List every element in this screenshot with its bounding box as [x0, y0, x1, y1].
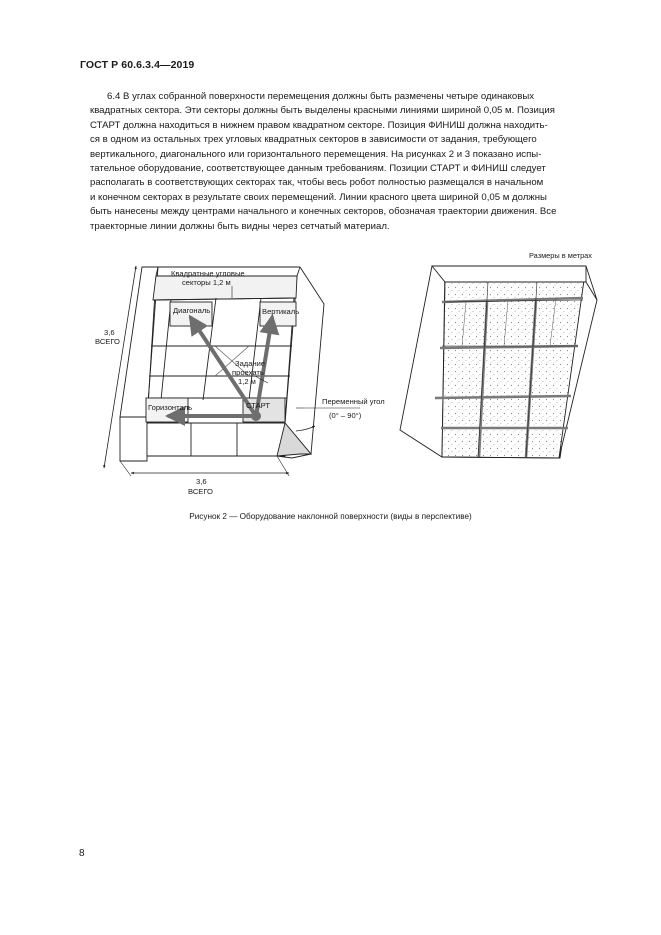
paragraph-line: траекторные линии должны быть видны через сетчатый материал.	[90, 220, 390, 232]
right-perspective-view	[400, 266, 597, 458]
left-dimension-total: ВСЕГО	[95, 337, 120, 346]
left-dimension-value: 3,6	[104, 328, 115, 337]
paragraph-line: и конечном секторах в результате своих перемещений. Линии красного цвета шириной 0,05 м должны	[90, 191, 547, 203]
left-side-panel-edge	[120, 417, 147, 461]
bottom-dimension-total: ВСЕГО	[188, 487, 213, 496]
section-6-4-paragraph	[90, 90, 584, 234]
start-label: СТАРТ	[246, 401, 271, 410]
angle-range-label: (0° – 90°)	[329, 411, 362, 420]
task-label-line2: проехать	[232, 368, 264, 377]
figure-caption: Рисунок 2 — Оборудование наклонной поверхности (виды в перспективе)	[189, 512, 472, 521]
paragraph-line: СТАРТ должна находиться в нижнем правом квадратном секторе. Позиция ФИНИШ должна находить-	[90, 119, 548, 131]
start-position-marker	[251, 411, 261, 421]
task-label-line3: 1,2 м	[238, 377, 256, 386]
paragraph-line: быть нанесены между центрами начального и конечных секторов, обозначая траектории движения. Все	[90, 206, 557, 218]
corner-sectors-label-line1: Квадратные угловые	[171, 269, 245, 278]
paragraph-line: тательное оборудование, соответствующее данным требованиям. Позиции СТАРТ и ФИНИШ следует	[90, 163, 546, 175]
variable-angle-label: Переменный угол	[322, 397, 385, 406]
paragraph-line: ся в одном из остальных трех угловых квадратных секторов в зависимости от задания, требующего	[90, 134, 537, 146]
figure-2	[90, 258, 620, 508]
units-note: Размеры в метрах	[529, 251, 592, 260]
paragraph-line: 6.4 В углах собранной поверхности перемещения должны быть размечены четыре одинаковых	[107, 91, 535, 102]
right-view-left-panel	[400, 266, 445, 457]
bottom-dimension-value: 3,6	[196, 477, 207, 486]
figure-2-drawing	[90, 258, 620, 508]
paragraph-line: квадратных сектора. Эти секторы должны быть выделены красными линиями шириной 0,05 м. Позиция	[90, 105, 555, 117]
paragraph-line: располагать в соответствующих секторах так, чтобы весь робот полностью размещался в начальном	[90, 177, 544, 189]
diagonal-label: Диагональ	[173, 306, 211, 315]
right-view-top-edge	[432, 266, 586, 282]
front-base	[147, 423, 285, 456]
vertical-label: Вертикаль	[262, 307, 300, 316]
task-label-line1: Задание	[235, 359, 266, 368]
paragraph-line: вертикального, диагонального или горизонтального перемещения. На рисунках 2 и 3 показано испы-	[90, 148, 542, 160]
horizontal-label: Горизонталь	[148, 403, 193, 412]
document-header: ГОСТ Р 60.6.3.4—2019	[80, 59, 195, 71]
corner-sectors-label-line2: секторы 1,2 м	[182, 278, 231, 287]
page-number: 8	[79, 848, 85, 859]
